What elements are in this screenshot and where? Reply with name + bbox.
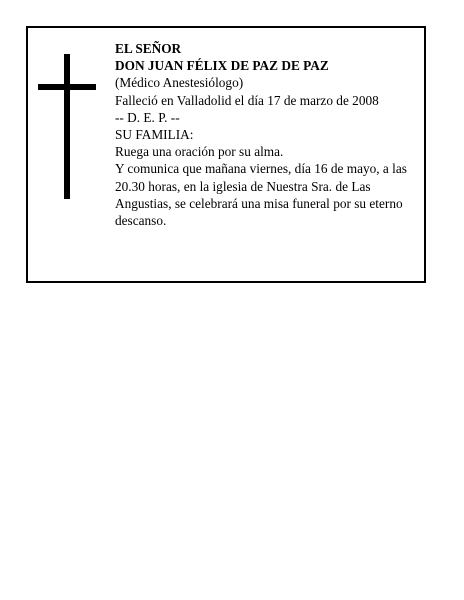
rip-line: -- D. E. P. -- <box>115 109 180 125</box>
obituary-text <box>115 40 420 229</box>
title-line-1: EL SEÑOR <box>115 41 182 56</box>
prayer-request: Ruega una oración por su alma. <box>115 144 284 160</box>
mass-announcement: Y comunica que mañana viernes, día 16 de mayo, a las 20.30 horas, en la iglesia de Nuestra Sra. de Las Angustias, se celebrará una misa funeral por su eterno descanso. <box>115 161 407 229</box>
family-heading: SU FAMILIA: <box>115 127 194 143</box>
obituary-notice <box>26 26 426 283</box>
profession: (Médico Anestesiólogo) <box>115 75 244 91</box>
death-info: Falleció en Valladolid el día 17 de marzo de 2008 <box>115 92 379 108</box>
cross-vertical-bar <box>64 54 70 199</box>
deceased-name: DON JUAN FÉLIX DE PAZ DE PAZ <box>115 58 329 74</box>
cross-horizontal-bar <box>38 84 96 90</box>
